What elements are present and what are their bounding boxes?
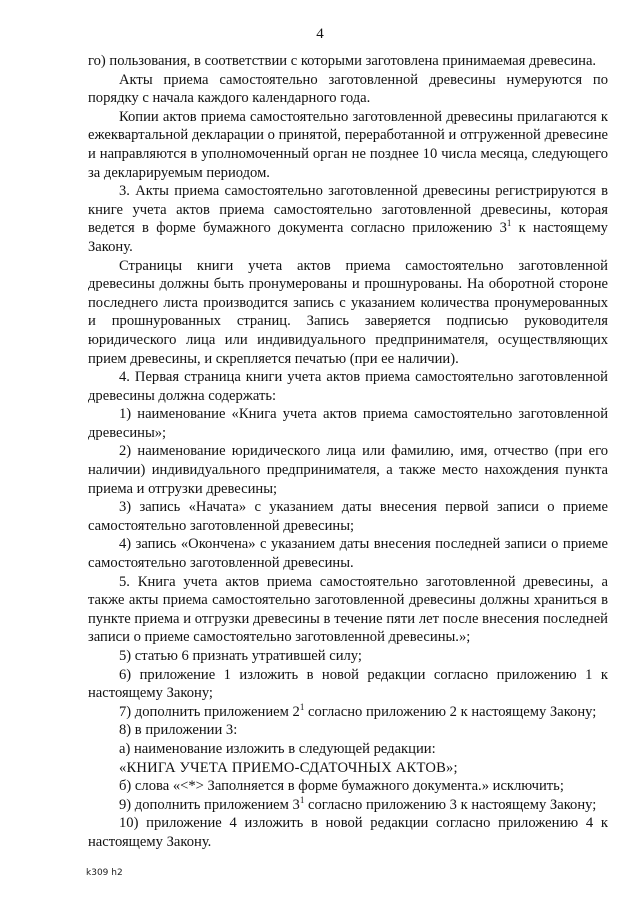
paragraph: Акты приема самостоятельно заготовленной древесины нумеруются по порядку с начала каждого календарного года. — [88, 71, 608, 107]
list-item: 10) приложение 4 изложить в новой редакции согласно приложению 4 к настоящему Закону. — [88, 815, 608, 850]
paragraph: 4. Первая страница книги учета актов приема самостоятельно заготовленной древесины должна содержать: — [88, 369, 608, 404]
superscript: 1 — [506, 218, 512, 229]
list-item: «КНИГА УЧЕТА ПРИЕМО-СДАТОЧНЫХ АКТОВ»; — [119, 759, 458, 776]
document-body — [88, 52, 608, 852]
paragraph-text-tail: к настоящему Закону. — [88, 220, 608, 255]
paragraph: Копии актов приема самостоятельно заготовленной древесины прилагаются к ежеквартальной декларации о принятой, переработанной и отгруженной древесине и направляются в уполномоченный орган не позднее 10 числа месяца, следующего за декларируемым периодом. — [88, 108, 608, 181]
paragraph: 5. Книга учета актов приема самостоятельно заготовленной древесины, а также акты приема самостоятельно заготовленной древесины должны храниться в пункте приема и отгрузки древесины в течение пяти лет после внесения последней записи о приеме самостоятельно заготовленной древесины.»; — [88, 573, 608, 646]
list-item: 2) наименование юридического лица или фамилию, имя, отчество (при его наличии) индивидуального предпринимателя, а также место нахождения пункта приема и отгрузки древесины; — [88, 443, 608, 497]
list-item: 3) запись «Начата» с указанием даты внесения первой записи о приеме самостоятельно заготовленной древесины; — [88, 499, 608, 534]
paragraph-text-tail: согласно приложению 3 к настоящему Закону; — [304, 796, 597, 813]
list-item: 1) наименование «Книга учета актов приема самостоятельно заготовленной древесины»; — [88, 406, 608, 441]
paragraph-text: 9) дополнить приложением 3 — [119, 796, 300, 813]
list-item — [88, 703, 608, 722]
superscript: 1 — [299, 794, 305, 805]
paragraph: го) пользования, в соответствии с которыми заготовлена принимаемая древесина. — [88, 53, 597, 69]
list-item — [88, 796, 608, 815]
list-item: 8) в приложении 3: — [119, 722, 238, 739]
page-number: 4 — [316, 26, 324, 42]
paragraph-text: 7) дополнить приложением 2 — [119, 703, 300, 720]
list-item: 4) запись «Окончена» с указанием даты внесения последней записи о приеме самостоятельно заготовленной древесины. — [88, 536, 608, 572]
paragraph-text-tail: согласно приложению 2 к настоящему Закону; — [304, 703, 597, 720]
paragraph-text: 3. Акты приема самостоятельно заготовленной древесины регистрируются в книге учета актов приема самостоятельно заготовленной древесины, которая ведется в форме бумажного документа согласно приложению 3 — [88, 183, 608, 237]
list-item: б) слова «<*> Заполняется в форме бумажного документа.» исключить; — [119, 778, 564, 795]
list-item: а) наименование изложить в следующей редакции: — [119, 740, 436, 757]
paragraph — [88, 182, 608, 256]
list-item: 6) приложение 1 изложить в новой редакции согласно приложению 1 к настоящему Закону; — [88, 666, 608, 702]
list-item: 5) статью 6 признать утратившей силу; — [119, 648, 362, 664]
superscript: 1 — [299, 701, 305, 712]
footer-code: k309 h2 — [86, 868, 123, 878]
paragraph: Страницы книги учета актов приема самостоятельно заготовленной древесины должны быть пронумерованы и прошнурованы. На оборотной стороне последнего листа производится запись с указанием количества пронумерованных и прошнурованных страниц. Запись заверяется подписью руководителя юридического лица или индивидуального предпринимателя, осуществляющих прием древесины, и скрепляется печатью (при ее наличии). — [88, 257, 608, 367]
